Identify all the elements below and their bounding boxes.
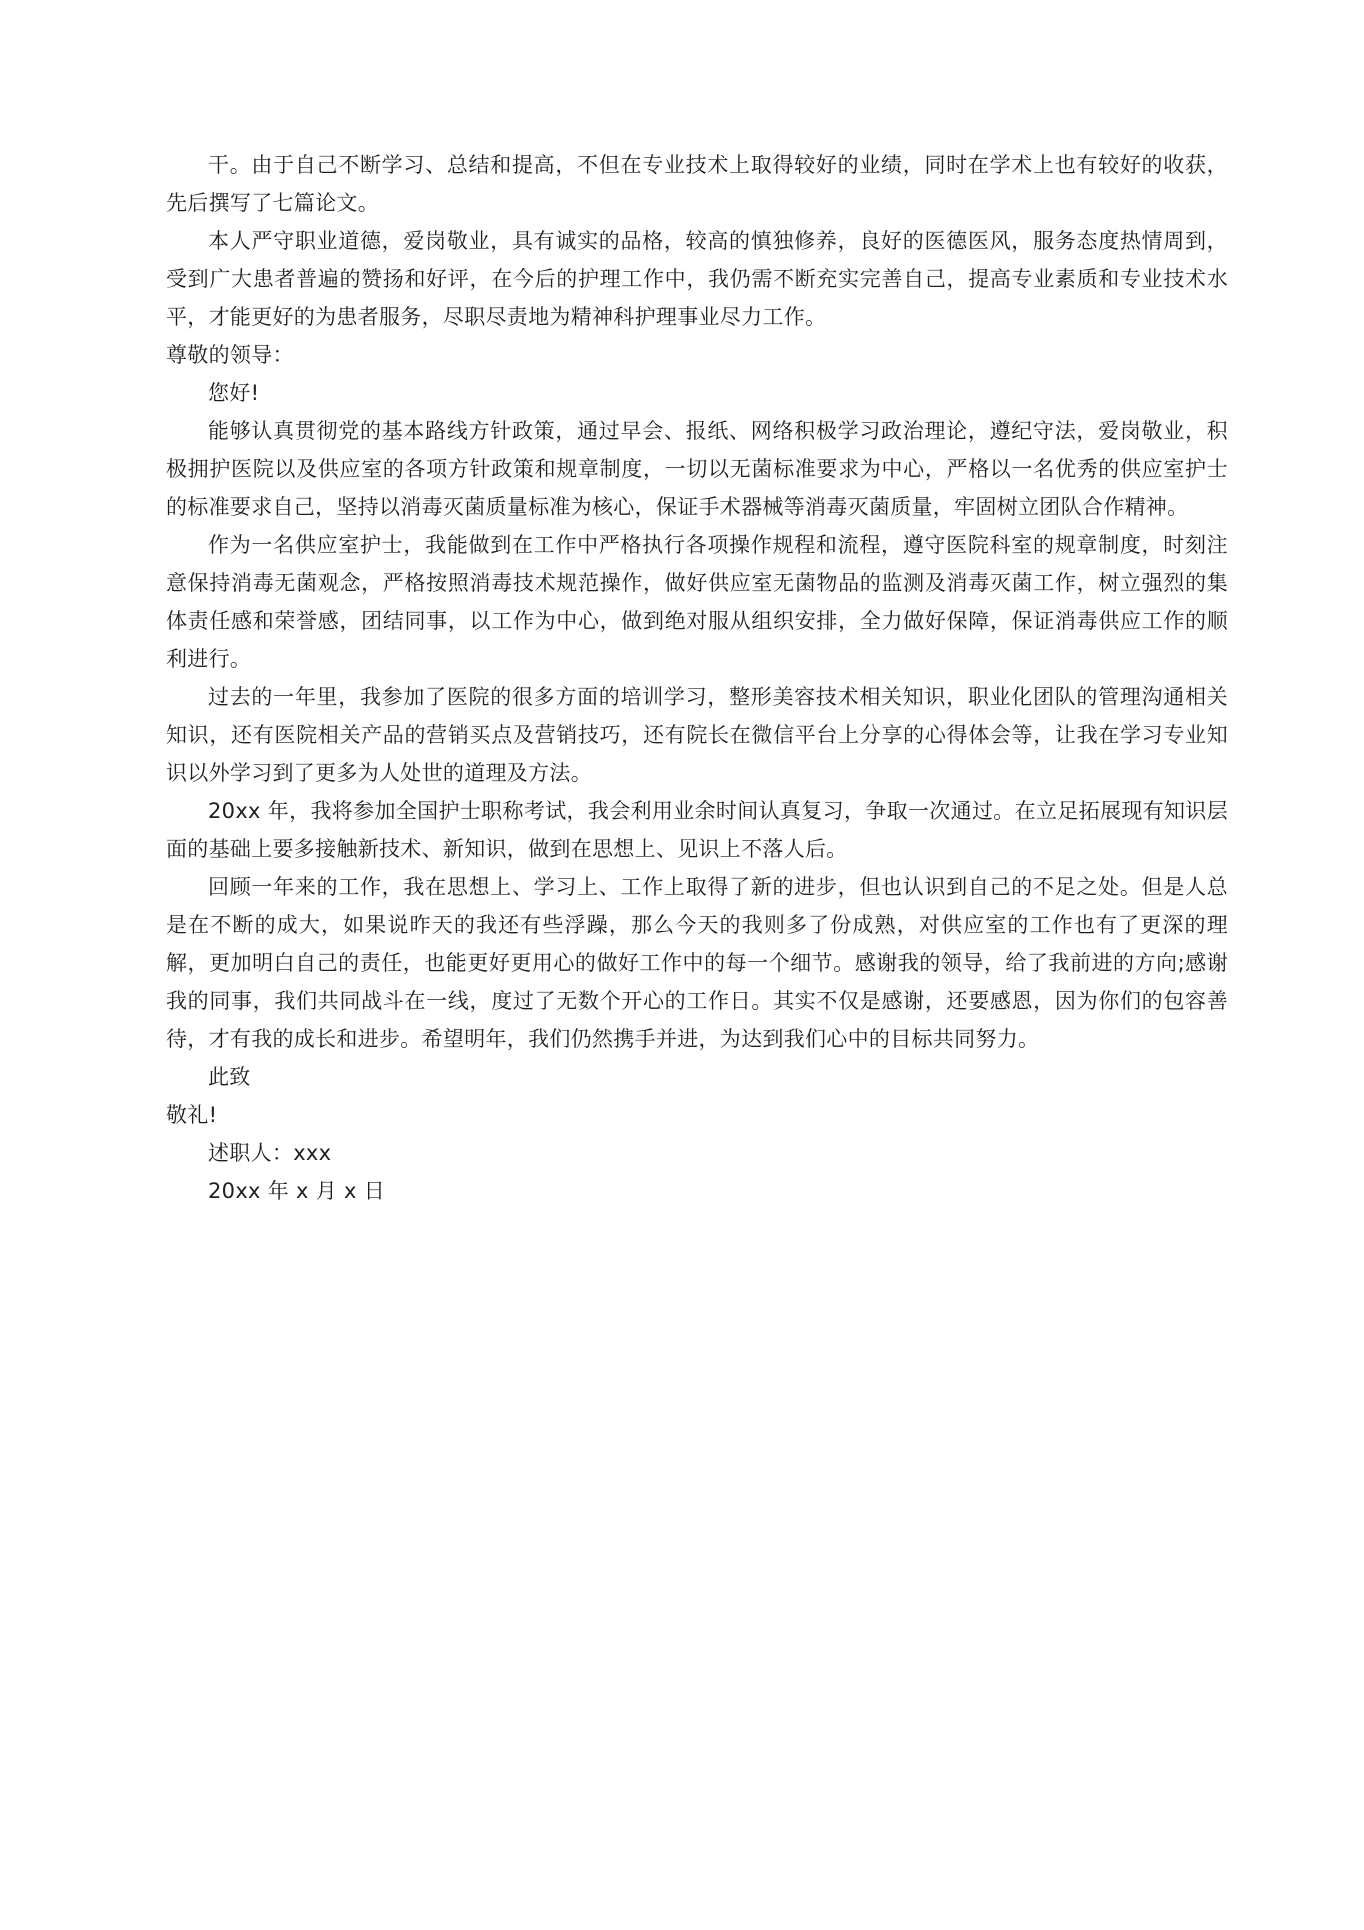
document-body (166, 146, 1228, 1210)
signature: 述职人：xxx (208, 1141, 332, 1165)
date: 20xx 年 x 月 x 日 (208, 1179, 386, 1203)
closing-salute: 敬礼! (166, 1103, 218, 1127)
paragraph-exam-plan: 20xx 年，我将参加全国护士职称考试，我会利用业余时间认真复习，争取一次通过。在立足拓展现有知识层面的基础上要多接触新技术、新知识，做到在思想上、见识上不落人后。 (166, 799, 1228, 861)
paragraph-political-study: 能够认真贯彻党的基本路线方针政策，通过早会、报纸、网络积极学习政治理论，遵纪守法，爱岗敬业，积极拥护医院以及供应室的各项方针政策和规章制度，一切以无菌标准要求为中心，严格以一名优秀的供应室护士的标准要求自己，坚持以消毒灭菌质量标准为核心，保证手术器械等消毒灭菌质量，牢固树立团队合作精神。 (166, 419, 1228, 519)
paragraph-review: 回顾一年来的工作，我在思想上、学习上、工作上取得了新的进步，但也认识到自己的不足之处。但是人总是在不断的成大，如果说昨天的我还有些浮躁，那么今天的我则多了份成熟，对供应室的工作也有了更深的理解，更加明白自己的责任，也能更好更用心的做好工作中的每一个细节。感谢我的领导，给了我前进的方向;感谢我的同事，我们共同战斗在一线，度过了无数个开心的工作日。其实不仅是感谢，还要感恩，因为你们的包容善待，才有我的成长和进步。希望明年，我们仍然携手并进，为达到我们心中的目标共同努力。 (166, 875, 1228, 1051)
paragraph-supply-room-work: 作为一名供应室护士，我能做到在工作中严格执行各项操作规程和流程，遵守医院科室的规章制度，时刻注意保持消毒无菌观念，严格按照消毒技术规范操作，做好供应室无菌物品的监测及消毒灭菌工作，树立强烈的集体责任感和荣誉感，团结同事，以工作为中心，做到绝对服从组织安排，全力做好保障，保证消毒供应工作的顺利进行。 (166, 533, 1228, 671)
paragraph-professional-ethics: 本人严守职业道德，爱岗敬业，具有诚实的品格，较高的慎独修养，良好的医德医风，服务态度热情周到，受到广大患者普遍的赞扬和好评，在今后的护理工作中，我仍需不断充实完善自己，提高专业素质和专业技术水平，才能更好的为患者服务，尽职尽责地为精神科护理事业尽力工作。 (166, 229, 1228, 329)
greeting: 您好! (208, 381, 260, 405)
salutation: 尊敬的领导： (166, 343, 294, 367)
paragraph-training: 过去的一年里，我参加了医院的很多方面的培训学习，整形美容技术相关知识，职业化团队的管理沟通相关知识，还有医院相关产品的营销买点及营销技巧，还有院长在微信平台上分享的心得体会等，让我在学习专业知识以外学习到了更多为人处世的道理及方法。 (166, 685, 1228, 785)
paragraph-achievements: 干。由于自己不断学习、总结和提高，不但在专业技术上取得较好的业绩，同时在学术上也有较好的收获，先后撰写了七篇论文。 (166, 153, 1228, 215)
closing-phrase: 此致 (208, 1065, 251, 1089)
